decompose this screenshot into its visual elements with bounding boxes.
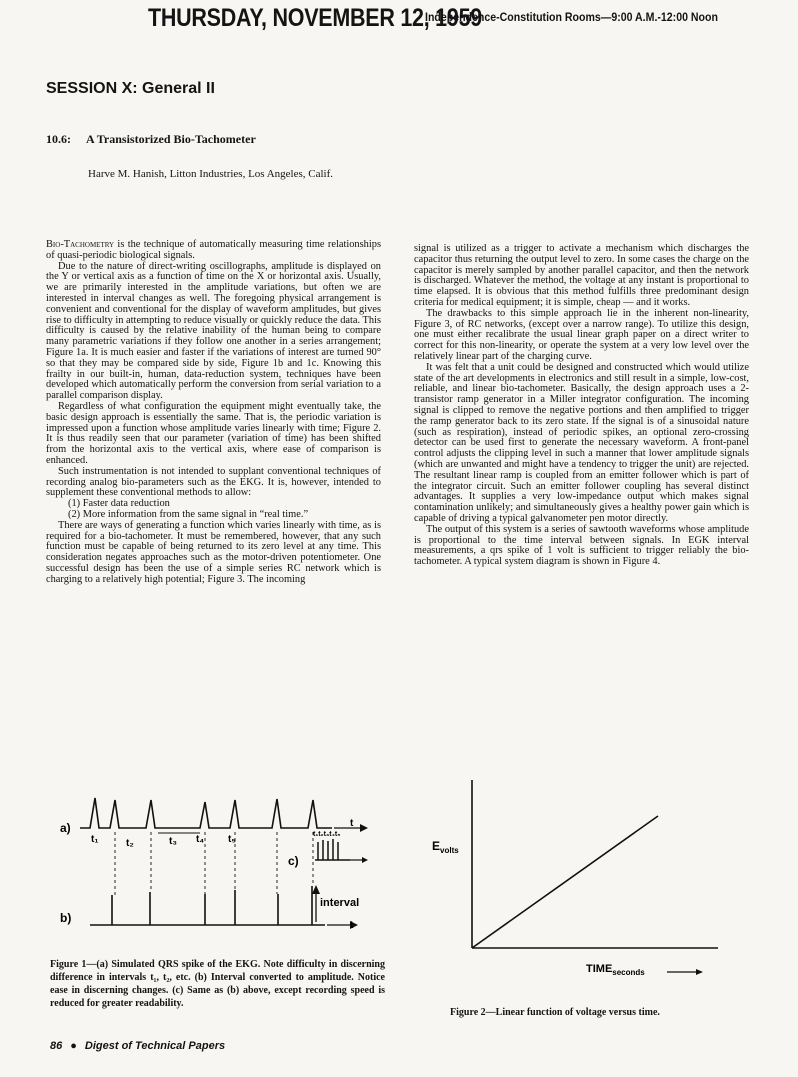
session-title: SESSION X: General II [46, 80, 215, 97]
figure-1-diagram [50, 770, 390, 955]
paragraph: signal is utilized as a trigger to activate a mechanism which discharges the capacitor thus returning the output level to zero. In some cases the charge on the capacitor is merely sampled by another parallel capacitor, and then the network is discharged. Whatever the method, the voltage at any instant is proportional to time elapsed. It is obvious that this method fulfills three predominant design criteria for medical equipment; it is simple, cheap — and it works. [414, 243, 749, 308]
interval-label: t₃ [169, 836, 177, 847]
paragraph: Due to the nature of direct-writing oscillographs, amplitude is displayed on the Y or vertical axis as a function of time on the X or horizontal axis. Usually, we are primarily interested in the amplitude variations, but often we are interested in interval changes as well. The foregoing physical arrangement is convenient and conventional for the display of waveform amplitudes, but gives rise to difficulty in attempting to reduce visually or quickly reduce the data. This difficulty is caused by the relative inability of the human being to compare many parametric variations if they follow one another in a series arrangement; Figure 1a. It is much easier and faster if the variations of interest are turned 90° so that they may be compared side by side, Figure 1b and 1c. Knowing this frailty in our built-in, human, data-reduction system, techniques have been developed which automatically perform the conversion from serial variation to a parallel comparison display. [46, 260, 381, 402]
x-axis-label: $TIME_{seconds}$ [586, 963, 645, 977]
footer-bullet: ● [70, 1040, 77, 1052]
time-arrow-label: t [350, 818, 354, 829]
paragraph: There are ways of generating a function which varies linearly with time, as is required for a bio-tachometer. It must be remembered, however, that any such function must be capable of being returned to its zero level at any time. This consideration negates approaches such as the motor-driven potentiometer. One successful design has been the use of a simple series RC network which is charging to a relatively high potential; Figure 3. The incoming [46, 519, 381, 585]
figure-2-chart [420, 770, 760, 980]
paper-number: 10.6: [46, 132, 71, 146]
list-item: (2) More information from the same signal in “real time.” [68, 508, 309, 520]
header-room: Independence-Constitution Rooms—9:00 A.M.-12:00 Noon [425, 12, 718, 24]
interval-label: t₂ [126, 838, 134, 849]
footer-title: Digest of Technical Papers [84, 1040, 226, 1052]
time-arrow-label: t [350, 920, 354, 931]
interval-label: t₄ [196, 834, 205, 845]
figure-1-caption: Figure 1—(a) Simulated QRS spike of the EKG. Note difficulty in discerning difference in intervals t₁, t₂, etc. (b) Interval converted to amplitude. Notice ease in discerning changes. (c) Same as (b) above, except recording speed is reduced for greater readability. [50, 959, 385, 1009]
interval-label: t₁ [91, 834, 99, 845]
voltage-time-line [472, 816, 658, 948]
x-axis-arrow [667, 969, 703, 975]
header-date: THURSDAY, NOVEMBER 12, 1959 [148, 4, 482, 32]
dashed-guides [115, 832, 313, 895]
paper-title [46, 132, 256, 147]
interval-axis-label: interval [320, 897, 360, 909]
paragraph: The drawbacks to this simple approach lie in the inherent non-linearity, Figure 3, of RC networks, (except over a narrow range). To utilize this design, one must either recalibrate the usual linear graph paper on a direct writer to correct for this non-linearity, or operate the system at a very low level over the relatively linear part of the charging curve. [414, 307, 749, 362]
paragraph: Bio-Tachometry is the technique of automatically measuring time relationships of quasi-periodic biological signals. [46, 239, 381, 261]
page-footer [50, 1040, 225, 1052]
qrs-spike-trace [80, 798, 332, 828]
label-b: b) [60, 911, 72, 925]
interval-label: t₅ [228, 834, 236, 845]
paper-title-text: A Transistorized Bio-Tachometer [86, 132, 256, 146]
paragraph: Such instrumentation is not intended to supplant conventional techniques of recording analog bio-parameters such as the EKG. It is, however, intended to supplement these conventional methods to allow: [46, 465, 381, 499]
compressed-trace [315, 839, 350, 860]
compressed-labels: t₁t₂t₃t₄t₅ [313, 831, 341, 838]
label-a: a) [60, 821, 71, 835]
page-number: 86 [50, 1040, 63, 1052]
body-column-right [414, 244, 749, 568]
figure-2-caption: Figure 2—Linear function of voltage versus time. [450, 1007, 660, 1018]
list-item: (1) Faster data reduction [68, 498, 170, 510]
paragraph: Regardless of what configuration the equipment might eventually take, the basic design approach is essentially the same. That is, the periodic variation is impressed upon a function whose amplitude varies linearly with time; Figure 2. It is thus readily seen that our parameter (variation of time) has been shifted from the horizontal axis to the vertical axis, where ease of comparison is enhanced. [46, 400, 381, 466]
body-column-left [46, 240, 381, 586]
label-c: c) [288, 854, 299, 868]
paragraph: It was felt that a unit could be designed and constructed which would utilize state of the art developments in electronics and still result in a simple, low-cost, reliable, and linear bio-tachometer. Basically, the design approach uses a 2-transistor ramp generator in a Miller integrator configuration. The incoming signal is clipped to remove the negative portions and then amplified to trigger the ramp generator back to its zero state. If the signal is of a sinusoidal nature (such as respiration), instead of periodic spikes, an optional zero-crossing detector can be used first to generate the necessary waveform. A front-panel control adjusts the clipping level in such a manner that lower amplitude signals (which are unwanted and might have a tendency to trigger the unit) are rejected. The resultant linear ramp is coupled from an emitter follower which is part of the integrator circuit. Such an emitter follower coupling has several distinct advantages. It supplies a very low-impedance output which makes signal contamination unlikely; and simultaneously gives a healthy power gain which is capable of driving a typical galvanometer pen motor directly. [414, 361, 749, 524]
interval-trace [90, 886, 325, 925]
paragraph: The output of this system is a series of sawtooth waveforms whose amplitude is proportional to the time interval between signals. In EGK interval measurements, a qrs spike of 1 volt is sufficient to trigger reliably the bio-tachometer. A typical system diagram is shown in Figure 4. [414, 523, 749, 568]
paper-authors: Harve M. Hanish, Litton Industries, Los Angeles, Calif. [88, 168, 334, 180]
y-axis-label: $E_{volts}$ [432, 839, 459, 855]
lead-term: Bio-Tachometry [46, 239, 115, 250]
